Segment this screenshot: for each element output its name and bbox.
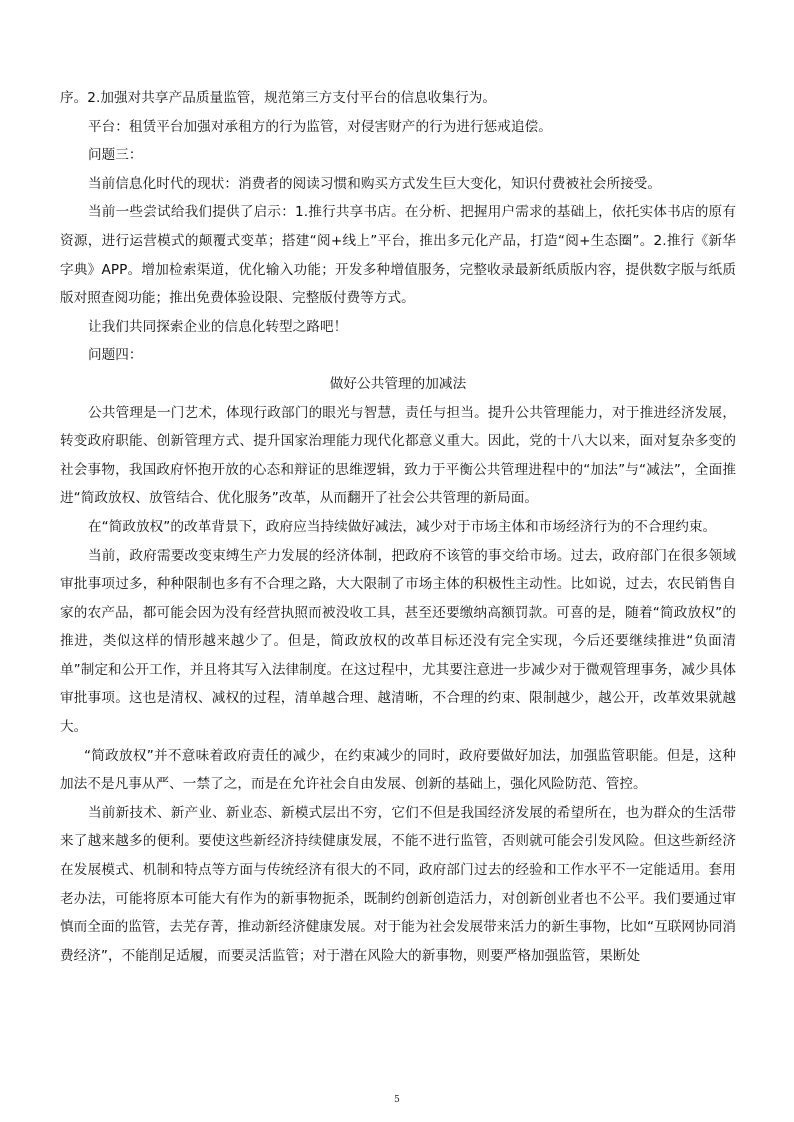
document-body xyxy=(60,84,736,970)
page-number: 5 xyxy=(394,1095,400,1105)
paragraph-current-reform: 当前，政府需要改变束缚生产力发展的经济体制，把政府不该管的事交给市场。过去，政府部门在很多领域审批事项过多，种种限制也多有不合理之路，大大限制了市场主体的积极性主动性。比如说，过去，农民销售自家的农产品，都可能会因为没有经营执照而被没收工具，甚至还要缴纳高额罚款。可喜的是，随着“简政放权”的推进，类似这样的情形越来越少了。但是，简政放权的改革目标还没有完全实现，今后还要继续推进“负面清单”制定和公开工作，并且将其写入法律制度。在这过程中，尤其要注意进一步减少对于微观管理事务，减少具体审批事项。这也是清权、减权的过程，清单越合理、越清晰，不合理的约束、限制越少，越公开，改革效果就越大。 xyxy=(60,547,736,736)
paragraph-inspiration: 当前一些尝试给我们提供了启示：1.推行共享书店。在分析、把握用户需求的基础上，依托实体书店的原有资源，进行运营模式的颠覆式变革；搭建“阅+线上”平台，推出多元化产品，打造“阅+生态圈”。2.推行《新华字典》APP。增加检索渠道，优化输入功能；开发多种增值服务，完整收录最新纸质版内容，提供数字版与纸质版对照查阅功能；推出免费体验设限、完整版付费等方式。 xyxy=(60,204,736,307)
question-four-heading: 问题四： xyxy=(88,347,143,364)
paragraph-subtraction: 在“简政放权”的改革背景下，政府应当持续做好减法，减少对于市场主体和市场经济行为的不合理约束。 xyxy=(88,518,717,535)
question-three-heading: 问题三： xyxy=(88,147,143,164)
paragraph-public-management: 公共管理是一门艺术，体现行政部门的眼光与智慧，责任与担当。提升公共管理能力，对于推进经济发展，转变政府职能、创新管理方式、提升国家治理能力现代化都意义重大。因此，党的十八大以来，面对复杂多变的社会事物，我国政府怀抱开放的心态和辩证的思维逻辑，致力于平衡公共管理进程中的“加法”与“减法”，全面推进“简政放权、放管结合、优化服务”改革，从而翻开了社会公共管理的新局面。 xyxy=(60,404,736,507)
paragraph-continuation: 序。2.加强对共享产品质量监管，规范第三方支付平台的信息收集行为。 xyxy=(60,90,497,106)
essay-title: 做好公共管理的加减法 xyxy=(329,375,467,392)
paragraph-platform: 平台：租赁平台加强对承租方的行为监管，对侵害财产的行为进行惩戒追偿。 xyxy=(88,118,552,135)
paragraph-current-situation: 当前信息化时代的现状：消费者的阅读习惯和购买方式发生巨大变化，知识付费被社会所接受。 xyxy=(88,175,662,192)
paragraph-call-to-action: 让我们共同探索企业的信息化转型之路吧！ xyxy=(88,318,348,335)
paragraph-new-economy: 当前新技术、新产业、新业态、新模式层出不穷，它们不但是我国经济发展的希望所在，也为群众的生活带来了越来越多的便利。要使这些新经济持续健康发展，不能不进行监管，否则就可能会引发风险。但这些新经济在发展模式、机制和特点等方面与传统经济有很大的不同，政府部门过去的经验和工作水平不一定能适用。套用老办法，可能将原本可能大有作为的新事物扼杀，既制约创新创造活力，对创新创业者也不公平。我们要通过审慎而全面的监管，去芜存菁，推动新经济健康发展。对于能为社会发展带来活力的新生事物，比如“互联网协同消费经济”，不能削足适履，而要灵活监管；对于潜在风险大的新事物，则要严格加强监管，果断处 xyxy=(60,804,736,964)
paragraph-addition: “简政放权”并不意味着政府责任的减少，在约束减少的同时，政府要做好加法，加强监管职能。但是，这种加法不是凡事从严、一禁了之，而是在允许社会自由发展、创新的基础上，强化风险防范、管控。 xyxy=(60,747,736,793)
